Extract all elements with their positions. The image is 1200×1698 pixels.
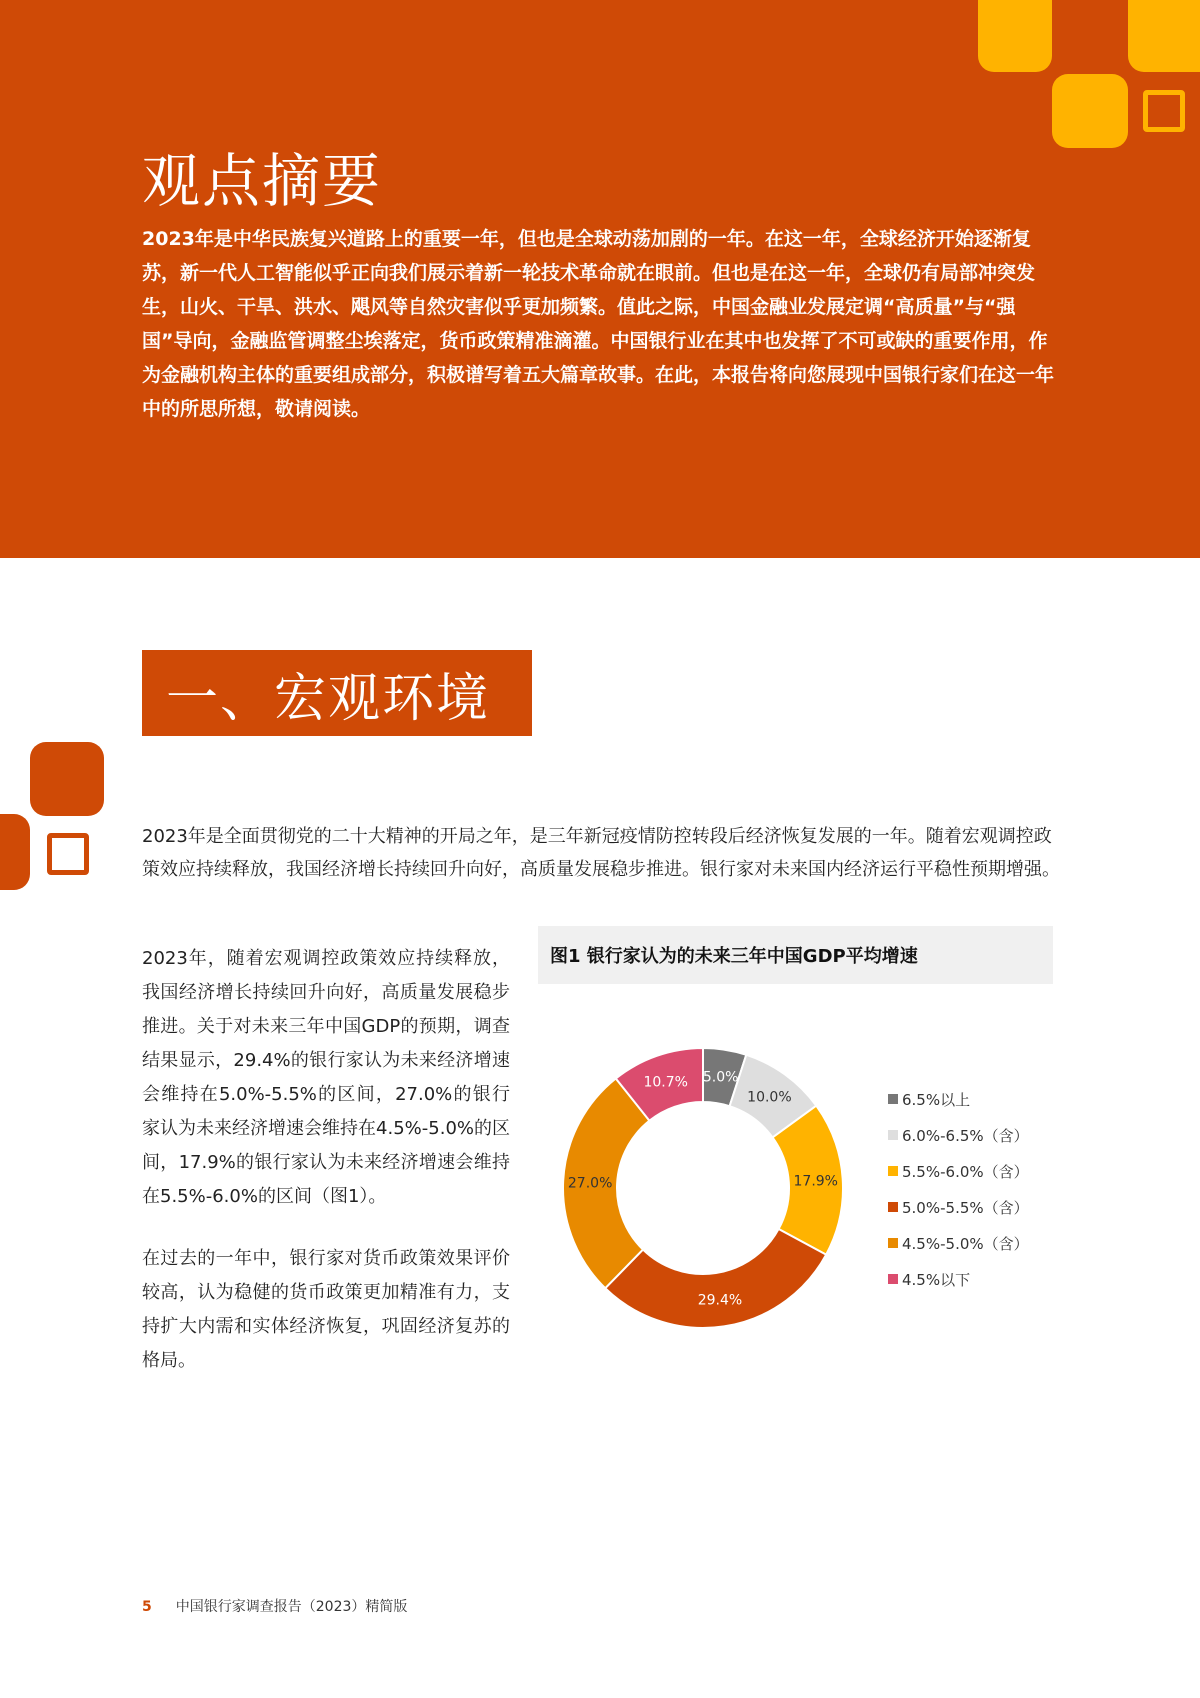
legend-swatch — [888, 1238, 898, 1248]
legend-item — [888, 1198, 1029, 1234]
legend-item — [888, 1234, 1029, 1270]
decorative-square — [30, 742, 104, 816]
body-text-column — [142, 942, 510, 1406]
body-paragraph: 在过去的一年中，银行家对货币政策效果评价较高，认为稳健的货币政策更加精准有力，支持扩大内需和实体经济恢复，巩固经济复苏的格局。 — [142, 1248, 510, 1371]
body-paragraph: 2023年，随着宏观调控政策效应持续释放，我国经济增长持续回升向好，高质量发展稳步推进。关于对未来三年中国GDP的预期，调查结果显示，29.4%的银行家认为未来经济增速会维持在5.0%-5.5%的区间，27.0%的银行家认为未来经济增速会维持在4.5%-5.0%的区间，17.9%的银行家认为未来经济增速会维持在5.5%-6.0%的区间（图1）。 — [142, 948, 510, 1207]
gdp-donut-chart — [538, 1030, 868, 1350]
legend-label: 5.5%-6.0%（含） — [902, 1163, 1029, 1181]
hero-banner — [0, 0, 1200, 558]
legend-item — [888, 1090, 1029, 1126]
decorative-square-outline — [47, 833, 89, 875]
donut-data-label: 10.7% — [643, 1074, 688, 1091]
figure-title: 图1 银行家认为的未来三年中国GDP平均增速 — [550, 946, 918, 967]
legend-item — [888, 1126, 1029, 1162]
hero-title: 观点摘要 — [142, 147, 383, 215]
decorative-square — [1128, 0, 1200, 72]
page-number: 5 — [142, 1599, 152, 1615]
donut-data-label: 17.9% — [793, 1173, 838, 1190]
legend-label: 5.0%-5.5%（含） — [902, 1199, 1029, 1217]
page-footer — [142, 1596, 407, 1616]
legend-item — [888, 1270, 1029, 1306]
decorative-square — [1052, 74, 1128, 148]
decorative-square — [0, 814, 30, 890]
legend-item — [888, 1162, 1029, 1198]
section-intro: 2023年是全面贯彻党的二十大精神的开局之年，是三年新冠疫情防控转段后经济恢复发展的一年。随着宏观调控政策效应持续释放，我国经济增长持续回升向好，高质量发展稳步推进。银行家对未来国内经济运行平稳性预期增强。 — [142, 826, 1060, 880]
section-banner — [142, 650, 532, 736]
legend-label: 6.5%以上 — [902, 1091, 971, 1109]
legend-swatch — [888, 1130, 898, 1140]
figure-header — [538, 926, 1053, 984]
chart-legend — [888, 1090, 1029, 1306]
legend-swatch — [888, 1166, 898, 1176]
legend-label: 4.5%-5.0%（含） — [902, 1235, 1029, 1253]
footer-title: 中国银行家调查报告（2023）精简版 — [175, 1599, 408, 1615]
donut-data-label: 27.0% — [567, 1175, 613, 1192]
section-title: 一、宏观环境 — [166, 669, 491, 729]
donut-data-label: 5.0% — [702, 1069, 739, 1086]
legend-label: 6.0%-6.5%（含） — [902, 1127, 1029, 1145]
legend-label: 4.5%以下 — [902, 1271, 971, 1289]
hero-paragraph: 2023年是中华民族复兴道路上的重要一年，但也是全球动荡加剧的一年。在这一年，全球经济开始逐渐复苏，新一代人工智能似乎正向我们展示着新一轮技术革命就在眼前。但也是在这一年，全球仍有局部冲突发生，山火、干旱、洪水、飓风等自然灾害似乎更加频繁。值此之际，中国金融业发展定调“高质量”与“强国”导向，金融监管调整尘埃落定，货币政策精准滴灌。中国银行业在其中也发挥了不可或缺的重要作用，作为金融机构主体的重要组成部分，积极谱写着五大篇章故事。在此，本报告将向您展现中国银行家们在这一年中的所思所想，敬请阅读。 — [142, 228, 1055, 420]
donut-data-label: 10.0% — [747, 1089, 792, 1106]
legend-swatch — [888, 1094, 898, 1104]
decorative-square — [978, 0, 1052, 72]
donut-data-label: 29.4% — [697, 1292, 743, 1309]
legend-swatch — [888, 1274, 898, 1284]
legend-swatch — [888, 1202, 898, 1212]
decorative-square-outline — [1143, 90, 1185, 132]
